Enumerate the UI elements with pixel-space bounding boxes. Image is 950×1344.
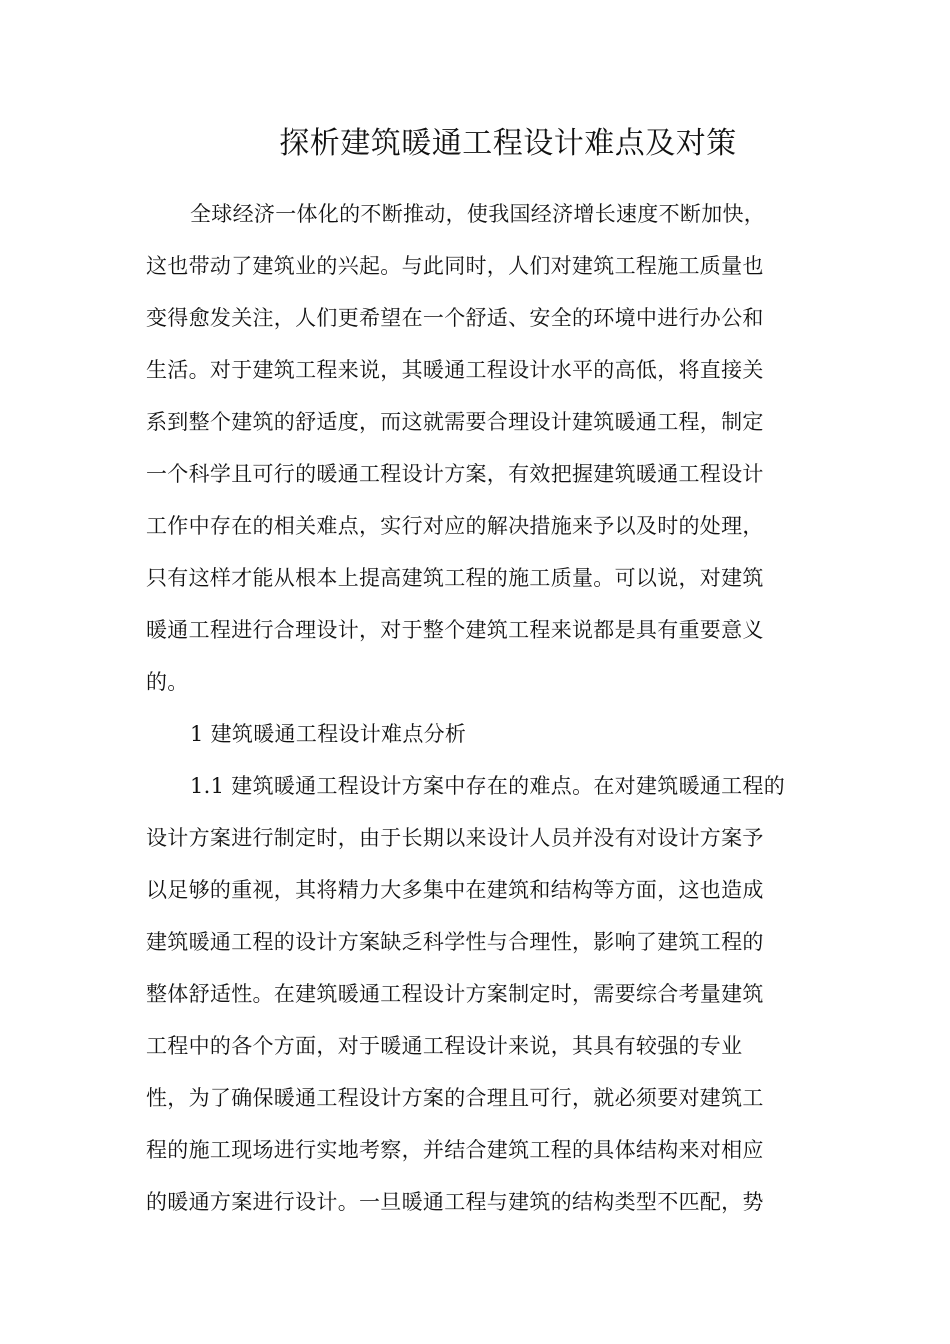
subsection-line-6: 工程中的各个方面，对于暖通工程设计来说，其具有较强的专业 — [146, 1034, 743, 1058]
body-line-2: 这也带动了建筑业的兴起。与此同时，人们对建筑工程施工质量也 — [146, 254, 764, 278]
section-heading-1: 1 建筑暖通工程设计难点分析 — [190, 722, 467, 746]
subsection-line-4: 建筑暖通工程的设计方案缺乏科学性与合理性，影响了建筑工程的 — [146, 930, 764, 954]
body-line-7: 工作中存在的相关难点，实行对应的解决措施来予以及时的处理， — [146, 514, 764, 538]
subsection-line-5: 整体舒适性。在建筑暖通工程设计方案制定时，需要综合考量建筑 — [146, 982, 764, 1006]
subsection-line-7: 性，为了确保暖通工程设计方案的合理且可行，就必须要对建筑工 — [146, 1086, 764, 1110]
subsection-line-2: 设计方案进行制定时，由于长期以来设计人员并没有对设计方案予 — [146, 826, 764, 850]
body-line-3: 变得愈发关注，人们更希望在一个舒适、安全的环境中进行办公和 — [146, 306, 764, 330]
subsection-line-9: 的暖通方案进行设计。一旦暖通工程与建筑的结构类型不匹配，势 — [146, 1190, 764, 1214]
document-title: 探析建筑暖通工程设计难点及对策 — [279, 126, 737, 161]
subsection-line-8: 程的施工现场进行实地考察，并结合建筑工程的具体结构来对相应 — [146, 1138, 764, 1162]
body-line-10: 的。 — [146, 670, 189, 694]
body-line-8: 只有这样才能从根本上提高建筑工程的施工质量。可以说，对建筑 — [146, 566, 764, 590]
body-line-4: 生活。对于建筑工程来说，其暖通工程设计水平的高低，将直接关 — [146, 358, 764, 382]
body-line-5: 系到整个建筑的舒适度，而这就需要合理设计建筑暖通工程，制定 — [146, 410, 764, 434]
subsection-line-1: 1.1 建筑暖通工程设计方案中存在的难点。在对建筑暖通工程的 — [190, 774, 786, 798]
body-line-1: 全球经济一体化的不断推动，使我国经济增长速度不断加快， — [190, 202, 766, 226]
subsection-line-3: 以足够的重视，其将精力大多集中在建筑和结构等方面，这也造成 — [146, 878, 764, 902]
body-line-6: 一个科学且可行的暖通工程设计方案，有效把握建筑暖通工程设计 — [146, 462, 764, 486]
body-line-9: 暖通工程进行合理设计，对于整个建筑工程来说都是具有重要意义 — [146, 618, 764, 642]
